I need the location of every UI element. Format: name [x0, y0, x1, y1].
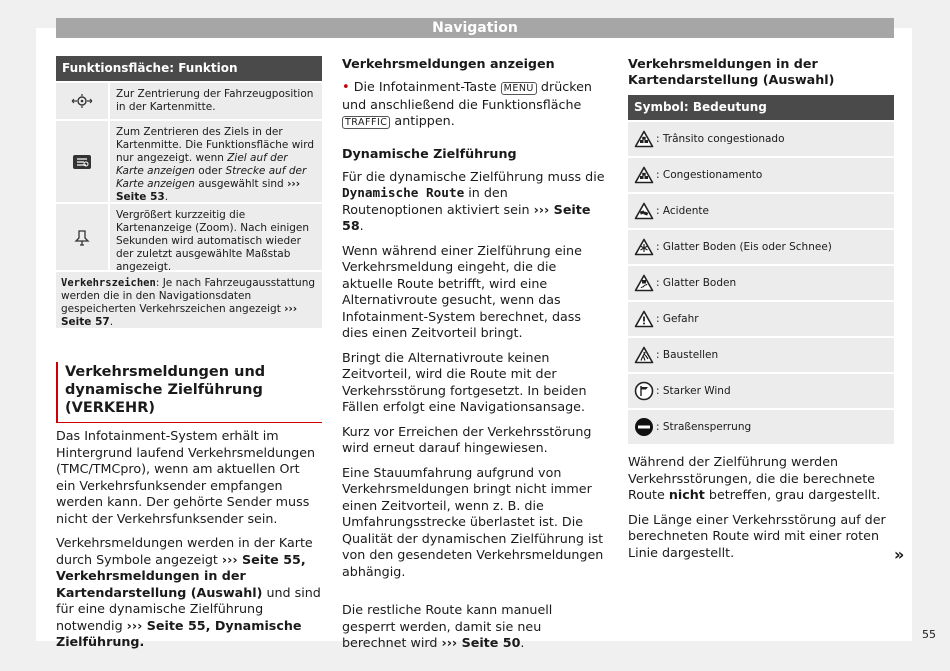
- table-row: [56, 119, 322, 202]
- strong-wind-icon: [634, 381, 654, 401]
- paragraph: Wenn während einer Zielführung eine Verkehrsmeldung eingeht, die die aktuelle Route betrifft, wird eine Alternativroute gesucht, wenn das Infotainment-System berechnet, dass dies einen Zeitvorteil bringt.: [342, 242, 582, 340]
- page-reference-link[interactable]: ››› Seite 55, Dynamische Zielführung.: [56, 617, 302, 649]
- table-row: : Starker Wind: [628, 372, 894, 408]
- continue-arrow-icon: »: [894, 545, 905, 564]
- subheading: Verkehrsmeldungen anzeigen: [342, 56, 555, 71]
- center-vehicle-icon: [56, 83, 110, 119]
- table-row: : Glatter Boden: [628, 264, 894, 300]
- table-row: [56, 81, 322, 119]
- page-reference-link[interactable]: ››› Seite 57: [61, 303, 298, 328]
- table-row: : Straßensperrung: [628, 408, 894, 444]
- section-title: Verkehrsmeldungen und dynamische Zielführung (VERKEHR): [56, 362, 322, 423]
- instruction-step: • Die Infotainment-Taste MENU drücken und anschließend die Funktionsfläche TRAFFIC antippen.: [342, 79, 592, 128]
- table-row: : Gefahr: [628, 300, 894, 336]
- subheading: Verkehrsmeldungen in der Kartendarstellung (Auswahl): [628, 56, 835, 87]
- table-cell-text: Vergrößert kurzzeitig die Kartenanzeige (Zoom). Nach einigen Sekunden wird automatisch wieder der zuletzt ausgewählte Maßstab angezeigt.: [116, 209, 310, 273]
- page-number: 55: [922, 628, 936, 641]
- paragraph: Bringt die Alternativroute keinen Zeitvorteil, wird die Route mit der Verkehrsstörung fortgesetzt. In beiden Fällen erfolgt eine Navigationsansage.: [342, 349, 587, 414]
- table-row: [56, 202, 322, 273]
- table-cell-text: Zum Zentrieren des Ziels in der Kartenmitte. Die Funktionsfläche wird nur angezeigt. wenn Ziel auf der Karte anzeigen oder Strecke auf der Karte anzeigen ausgewählt sind ››› Seite 53.: [116, 126, 315, 203]
- congestion-warning-icon: [634, 166, 654, 184]
- slippery-road-warning-icon: [634, 274, 654, 292]
- column-2: [342, 56, 608, 660]
- road-closed-icon: [634, 417, 654, 437]
- symbol-table-heading: Symbol: Bedeutung: [628, 95, 894, 120]
- danger-warning-icon: [634, 310, 654, 328]
- paragraph: Für die dynamische Zielführung muss die Dynamische Route in den Routenoptionen aktiviert sein ››› Seite 58.: [342, 168, 605, 233]
- paragraph: Kurz vor Erreichen der Verkehrsstörung wird erneut darauf hingewiesen.: [342, 423, 592, 455]
- roadworks-warning-icon: [634, 346, 654, 364]
- page-reference-link[interactable]: ››› Seite 55, Verkehrsmeldungen in der Kartendarstellung (Auswahl): [56, 551, 306, 600]
- column-1: [56, 56, 322, 659]
- table-row: : Baustellen: [628, 336, 894, 372]
- table-row: : Glatter Boden (Eis oder Schnee): [628, 228, 894, 264]
- paragraph: Eine Stauumfahrung aufgrund von Verkehrsmeldungen bringt nicht immer einen Zeitvorteil, wenn z. B. die Umfahrungsstrecke überlastet ist. Die Qualität der dynamischen Zielführung ist von den gesendeten Verkehrsmeldungen abhängig.: [342, 464, 604, 579]
- paragraph: Während der Zielführung werden Verkehrsstörungen, die die berechnete Route nicht betreffen, grau dargestellt.: [628, 454, 881, 502]
- bullet-icon: •: [342, 80, 350, 95]
- traffic-jam-warning-icon: [634, 130, 654, 148]
- table-cell-text: Zur Zentrierung der Fahrzeugposition in der Kartenmitte.: [116, 88, 314, 113]
- accident-warning-icon: [634, 202, 654, 220]
- table-row: : Acidente: [628, 192, 894, 228]
- function-table-heading: Funktionsfläche: Funktion: [56, 56, 322, 81]
- column-3: [628, 56, 894, 569]
- page-reference-link[interactable]: ››› Seite 53: [116, 178, 301, 203]
- page-reference-link[interactable]: ››› Seite 58: [342, 201, 591, 233]
- table-row: : Congestionamento: [628, 156, 894, 192]
- table-row: : Trânsito congestionado: [628, 120, 894, 156]
- page-reference-link[interactable]: ››› Seite 50: [441, 635, 521, 650]
- paragraph: Die restliche Route kann manuell gesperrt werden, damit sie neu berechnet wird ››› Seite 50.: [342, 602, 553, 650]
- zoom-icon: [56, 204, 110, 270]
- paragraph: Das Infotainment-System erhält im Hintergrund laufend Verkehrsmeldungen (TMC/TMCpro), wenn am aktuellen Ort ein Verkehrsfunksender empfangen werden kann. Der gehörte Sender muss nicht der Verkehrsfunksender sein.: [56, 428, 316, 526]
- menu-key: MENU: [501, 82, 537, 95]
- chapter-header: Navigation: [56, 18, 894, 38]
- paragraph: Die Länge einer Verkehrsstörung auf der berechneten Route wird mit einer roten Linie dargestellt.: [628, 511, 886, 560]
- traffic-key: TRAFFIC: [342, 116, 390, 129]
- subheading: Dynamische Zielführung: [342, 145, 517, 161]
- traffic-signs-note: Verkehrszeichen: Je nach Fahrzeugausstattung werden die in den Navigationsdaten gespeicherten Verkehrszeichen angezeigt ››› Seite 57.: [56, 270, 322, 328]
- center-destination-icon: [56, 121, 110, 202]
- paragraph: Verkehrsmeldungen werden in der Karte durch Symbole angezeigt ››› Seite 55, Verkehrsmeldungen in der Kartendarstellung (Auswahl) und sind für eine dynamische Zielführung notwendig ››› Seite 55, Dynamische Zielführung.: [56, 535, 321, 649]
- icy-road-warning-icon: [634, 238, 654, 256]
